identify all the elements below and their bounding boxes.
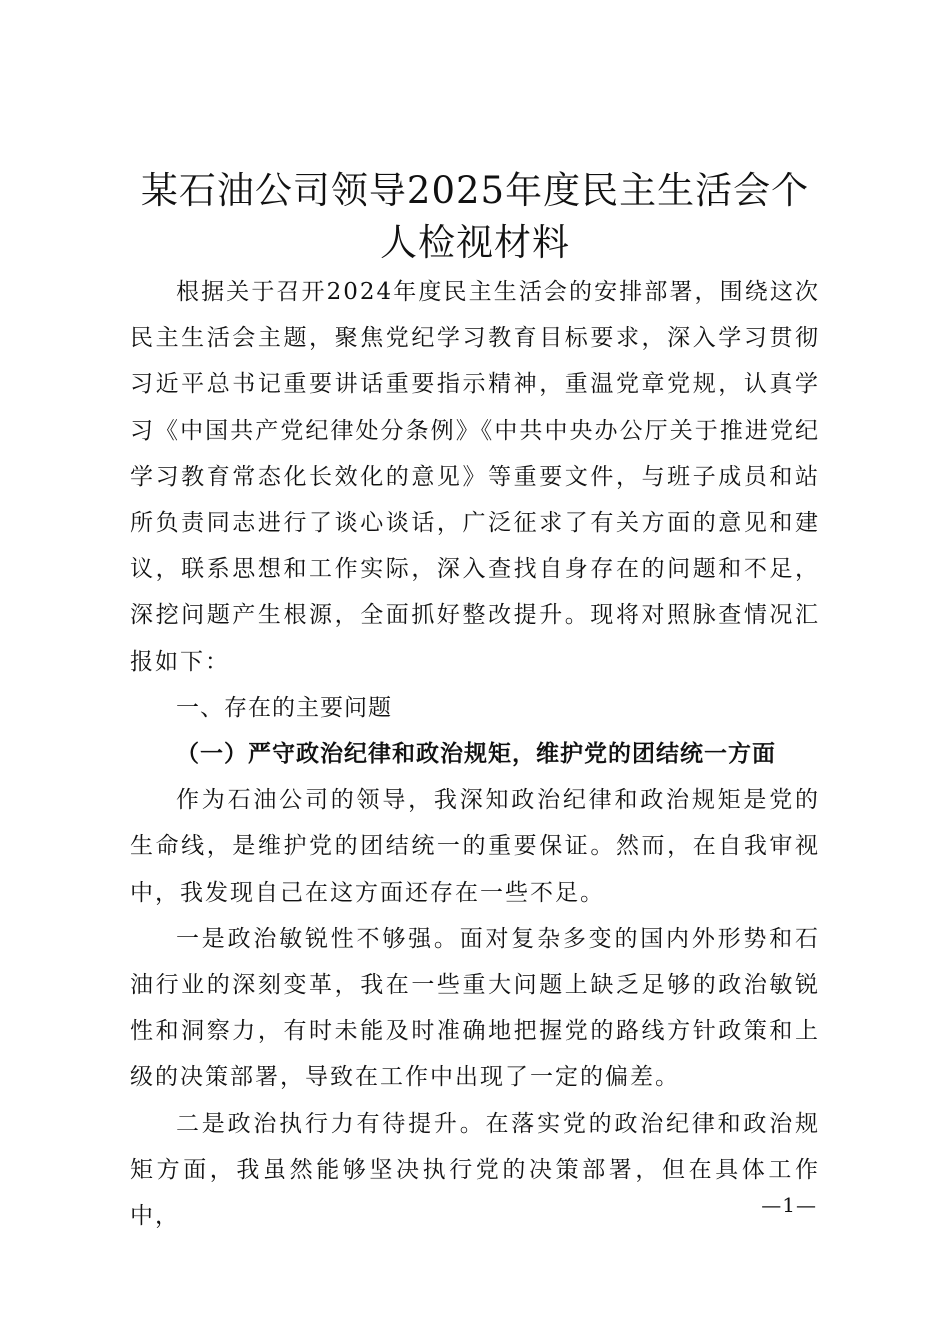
body-paragraph: 二是政治执行力有待提升。在落实党的政治纪律和政治规矩方面，我虽然能够坚决执行党的决策部署，但在具体工作中， [130, 1110, 820, 1230]
subsection-heading: （一）严守政治纪律和政治规矩，维护党的团结统一方面 [176, 740, 776, 768]
intro-paragraph: 根据关于召开2024年度民主生活会的安排部署，围绕这次民主生活会主题，聚焦党纪学习教育目标要求，深入学习贯彻习近平总书记重要讲话重要指示精神，重温党章党规，认真学习《中国共产党纪律处分条例》《中共中央办公厅关于推进党纪学习教育常态化长效化的意见》等重要文件，与班子成员和站所负责同志进行了谈心谈话，广泛征求了有关方面的意见和建议，联系思想和工作实际，深入查找自身存在的问题和不足，深挖问题产生根源，全面抓好整改提升。现将对照脉查情况汇报如下： [130, 279, 820, 675]
body-paragraph: 一是政治敏锐性不够强。面对复杂多变的国内外形势和石油行业的深刻变革，我在一些重大问题上缺乏足够的政治敏锐性和洞察力，有时未能及时准确地把握党的路线方针政策和上级的决策部署，导致在工作中出现了一定的偏差。 [130, 925, 820, 1091]
document-body [130, 165, 820, 1239]
section-heading: 一、存在的主要问题 [176, 694, 392, 721]
document-title: 某石油公司领导2025年度民主生活会个人检视材料 [140, 169, 810, 264]
page-number: —1— [761, 1193, 817, 1217]
body-paragraph: 作为石油公司的领导，我深知政治纪律和政治规矩是党的生命线，是维护党的团结统一的重要保证。然而，在自我审视中，我发现自己在这方面还存在一些不足。 [130, 787, 820, 906]
